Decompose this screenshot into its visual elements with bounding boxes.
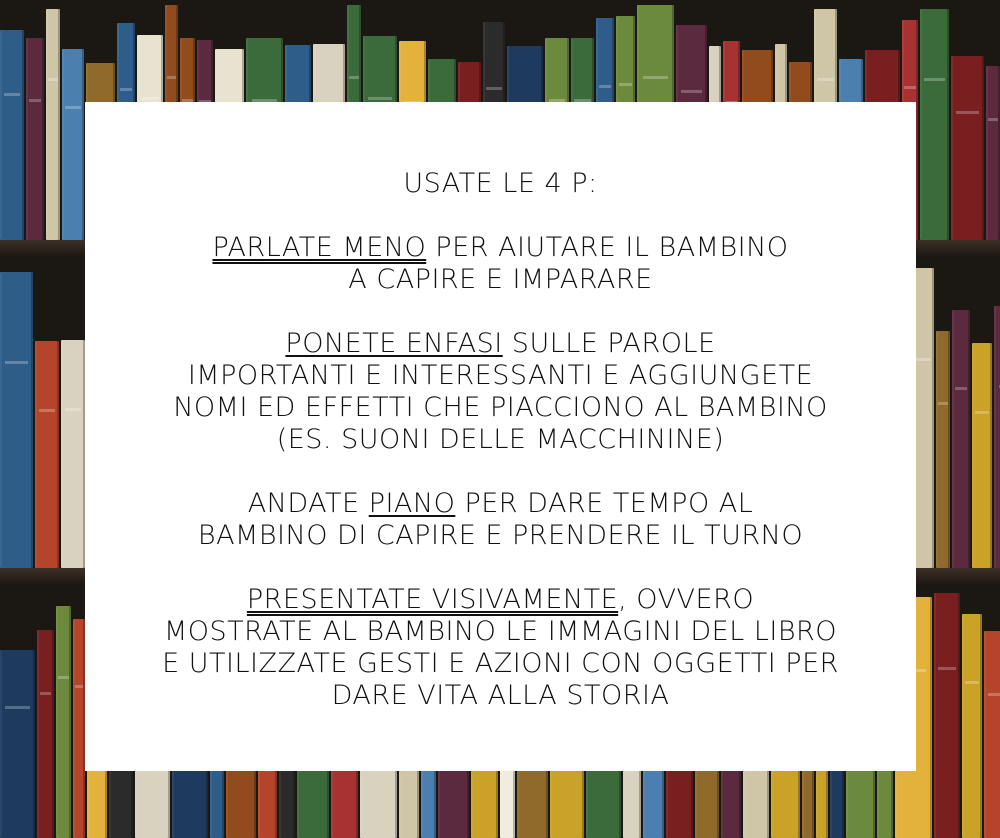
tip-4-text-rest: MOSTRATE AL BAMBINO LE IMMAGINI DEL LIBRO E UTILIZZATE GESTI E AZIONI CON OGGETTI PER DARE VITA ALLA STORIA [162,616,839,711]
tip-3-prefix: ANDATE [247,488,369,519]
text-card [85,102,916,771]
book-spine [951,56,984,240]
book-spine [0,650,35,838]
book-spine [73,619,85,838]
book-spine [62,49,84,240]
tip-1 [151,232,851,296]
book-spine [56,606,71,838]
book-spine [0,272,33,568]
tip-1-text-line1: PER AIUTARE IL BAMBINO [426,232,789,263]
book-spine [972,343,992,568]
tip-4 [151,584,851,712]
book-spine [952,310,970,568]
tip-2 [151,328,851,456]
tip-3 [151,488,851,552]
book-spine [934,593,960,838]
tip-2-text-rest: IMPORTANTI E INTERESSANTI E AGGIUNGETE NOMI ED EFFETTI CHE PIACCIONO AL BAMBINO (ES. SUONI DELLE MACCHININE) [173,360,828,455]
book-spine [920,9,949,240]
book-spine [936,331,950,568]
tip-2-keyword: PONETE ENFASI [285,328,503,359]
tip-2-text-line1: SULLE PAROLE [502,328,716,359]
book-spine [984,631,1000,838]
book-spine [962,614,982,838]
book-spine [61,340,85,568]
tip-1-keyword: PARLATE MENO [212,232,427,263]
book-spine [37,630,54,838]
book-spine [26,38,44,240]
book-spine [46,9,60,240]
tip-3-text-line1: PER DARE TEMPO AL [455,488,754,519]
book-spine [986,66,1000,240]
tip-1-text-rest: A CAPIRE E IMPARARE [348,264,653,295]
tip-4-text-line1: , OVVERO [618,584,755,615]
tip-4-keyword: PRESENTATE VISIVAMENTE [246,584,619,615]
tip-3-keyword: PIANO [368,488,456,519]
book-spine [35,341,59,568]
card-heading: USATE LE 4 P: [403,168,598,199]
book-spine [994,306,1000,568]
book-spine [0,30,24,240]
tip-3-text-rest: BAMBINO DI CAPIRE E PRENDERE IL TURNO [197,520,804,551]
